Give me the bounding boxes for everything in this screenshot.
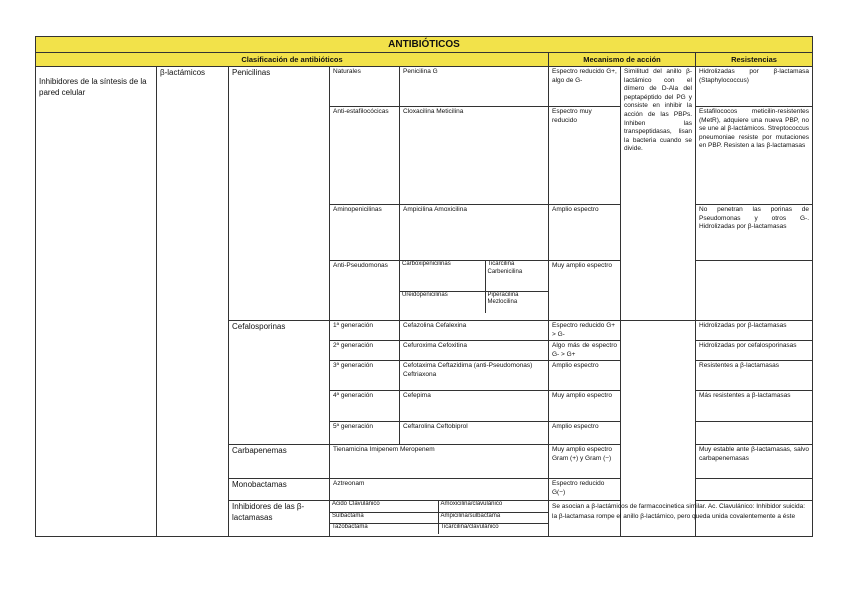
subtype-cell: Ureidopenicilinas: [400, 291, 485, 313]
mech-cell: Amplio espectro: [549, 361, 621, 391]
res-cell-empty: [696, 479, 813, 501]
mech-cell: Muy amplio espectro: [549, 391, 621, 422]
res-cell: Hidrolizadas por β-lactamasa (Staphylococcus): [696, 67, 813, 107]
inhibitor-cell: Tazobactama: [330, 523, 438, 534]
res-cell: Más resistentes a β-lactamasas: [696, 391, 813, 422]
res-cell: No penetran las porinas de Pseudomonas y otros G-. Hidrolizadas por β-lactamasas: [696, 205, 813, 261]
drug-cell: Ceftarolina Ceftobiprol: [400, 422, 549, 445]
combo-cell: Ticarcilina/clavulánico: [438, 523, 548, 534]
res-cell-empty: [696, 261, 813, 321]
drug-cell: Cefotaxima Ceftazidima (anti-Pseudomonas) Ceftriaxona: [400, 361, 549, 391]
combo-cell: Amoxicilina/clavulánico: [438, 501, 548, 512]
drug-cell: Cefuroxima Cefoxitina: [400, 341, 549, 361]
antibiotics-table: [35, 36, 813, 537]
type-cell: Anti-estafilocócicas: [330, 107, 400, 205]
type-cell: Anti-Pseudomonas: [330, 261, 400, 321]
mech-cell: Amplio espectro: [549, 422, 621, 445]
inhibidores-subtable-cell: [330, 501, 549, 537]
drug-cell: Aztreonam: [330, 479, 549, 501]
carbapenemas-label: Carbapenemas: [229, 445, 330, 479]
mech-cell: Algo más de espectro G- > G+: [549, 341, 621, 361]
mech-cell: Muy amplio espectro Gram (+) y Gram (−): [549, 445, 621, 479]
drug-cell: Cefazolina Cefalexina: [400, 321, 549, 341]
table-row: [36, 67, 813, 107]
drug-cell: Penicilina G: [400, 67, 549, 107]
inhibitor-cell: Sulbactama: [330, 512, 438, 523]
drug-cell: Ticarcilina Carbenicilina: [485, 261, 548, 291]
gen-cell: 2ª generación: [330, 341, 400, 361]
anti-pseudo-subtable-cell: [400, 261, 549, 321]
table-title: ANTIBIÓTICOS: [36, 37, 813, 53]
header-mecanismo: Mecanismo de acción: [549, 53, 696, 67]
inhibidores-label: Inhibidores de las β-lactamasas: [229, 501, 330, 537]
subgroup-label: β-lactámicos: [157, 67, 229, 537]
subtype-cell: Carboxipenicilinas: [400, 261, 485, 291]
res-cell: Muy estable ante β-lactamasas, salvo carbapenemasas: [696, 445, 813, 479]
mech-cell: Espectro reducido G+, algo de G-: [549, 67, 621, 107]
mech-cell: Espectro muy reducido: [549, 107, 621, 205]
mech-cell: Amplio espectro: [549, 205, 621, 261]
mech-cell: Espectro reducido G(−): [549, 479, 621, 501]
header-row: [36, 53, 813, 67]
group-label: Inhibidores de la síntesis de la pared celular: [36, 67, 157, 537]
penicilinas-label: Penicilinas: [229, 67, 330, 321]
drug-cell: Ampicilina Amoxicilina: [400, 205, 549, 261]
anti-pseudo-subtable: [400, 261, 548, 313]
title-row: [36, 37, 813, 53]
mech-cell: Muy amplio espectro: [549, 261, 621, 321]
inhibitor-cell: Ácido Clavulánico: [330, 501, 438, 512]
res-cell: Hidrolizadas por cefalosporinasas: [696, 341, 813, 361]
cefalosporinas-label: Cefalosporinas: [229, 321, 330, 445]
antibiotics-table-container: [35, 36, 812, 537]
shared-mechanism: Similitud del anillo β-lactámico con el dímero de D-Ala del peptapéptido del PG y consiste en inhibir la acción de las PBPs. Inhiben las transpeptidasas, lisan la bacteria cuando se divide.: [621, 67, 696, 321]
res-cell-empty: [696, 422, 813, 445]
drug-cell: Cloxacilina Meticilina: [400, 107, 549, 205]
gen-cell: 3ª generación: [330, 361, 400, 391]
gen-cell: 4ª generación: [330, 391, 400, 422]
monobactamas-label: Monobactamas: [229, 479, 330, 501]
type-cell: Naturales: [330, 67, 400, 107]
header-clasificacion: Clasificación de antibióticos: [36, 53, 549, 67]
inhibidores-note: Se asocian a β-lactámicos de farmacocinetica similar. Ac. Clavulánico: Inhibidor suicida: la β-lactamasa rompe el anillo β-lactámico, pero queda unida covalentemente a éste: [549, 501, 813, 537]
drug-cell: Tienamicina Imipenem Meropenem: [330, 445, 549, 479]
gen-cell: 5ª generación: [330, 422, 400, 445]
inhibidores-subtable: [330, 501, 548, 534]
type-cell: Aminopenicilinas: [330, 205, 400, 261]
gen-cell: 1ª generación: [330, 321, 400, 341]
res-cell: Resistentes a β-lactamasas: [696, 361, 813, 391]
header-resistencias: Resistencias: [696, 53, 813, 67]
res-cell: Hidrolizadas por β-lactamasas: [696, 321, 813, 341]
drug-cell: Piperacilina Mezlocilina: [485, 291, 548, 313]
res-cell: Estafilococos meticilin-resistentes (MetR), adquiere una nueva PBP, no se une al β-lactámicos. Streptococcus pneumoniae resiste por mutaciones en PBP. Resisten a las β-lactamasas: [696, 107, 813, 205]
drug-cell: Cefepima: [400, 391, 549, 422]
combo-cell: Ampicilina/sulbactama: [438, 512, 548, 523]
mech-cell: Espectro reducido G+ > G-: [549, 321, 621, 341]
